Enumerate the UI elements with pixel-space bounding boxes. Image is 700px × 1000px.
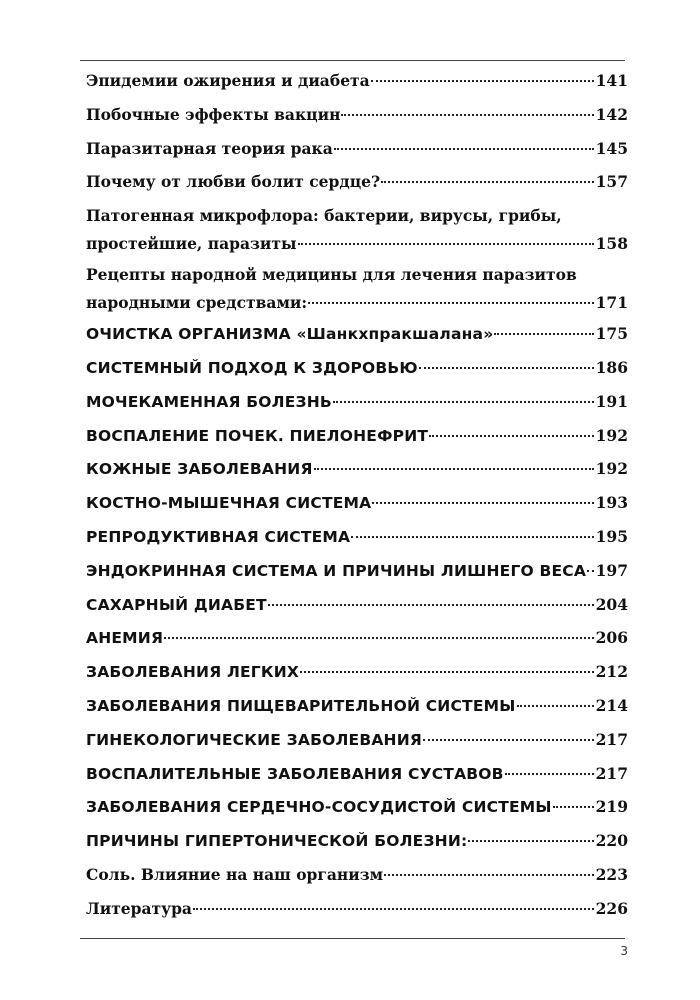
toc-entry-line [86,557,628,585]
toc-entry[interactable] [86,692,628,726]
toc-entry[interactable] [86,489,628,523]
page-number: 3 [620,944,628,958]
toc-entry-page: 158 [595,234,628,254]
toc-entry[interactable] [86,168,628,202]
toc-entry-title: Почему от любви болит сердце? [86,172,381,192]
toc-entry[interactable] [86,793,628,827]
toc-entry-title: Соль. Влияние на наш организм [86,864,384,884]
toc-entry-line [86,455,628,483]
toc-entry-line [86,354,628,382]
toc-entry-page: 145 [595,138,628,158]
toc-entry[interactable] [86,861,628,895]
toc-entry-page: 191 [595,391,628,411]
dot-leader [505,772,594,775]
dot-leader [164,636,594,639]
toc-entry-title: ОЧИСТКА ОРГАНИЗМА «Шанкхпракшалана» [86,325,494,344]
toc-entry-line [86,168,628,196]
dot-leader [384,873,594,876]
toc-entry[interactable] [86,320,628,354]
toc-entry-page: 214 [595,695,628,715]
toc-entry-line [86,895,628,923]
toc-entry[interactable] [86,135,628,169]
toc-entry[interactable] [86,557,628,591]
toc-entry[interactable] [86,422,628,456]
toc-entry-title: Паразитарная теория рака [86,138,333,158]
dot-leader [298,242,594,245]
toc-entry-title: ГИНЕКОЛОГИЧЕСКИЕ ЗАБОЛЕВАНИЯ [86,730,423,749]
toc-entry[interactable] [86,624,628,658]
toc-entry-line [86,760,628,788]
toc-entry-page: 186 [595,357,628,377]
toc-entry-page: 141 [595,71,628,90]
toc-entry[interactable] [86,827,628,861]
toc-entry[interactable] [86,388,628,422]
toc-entry-title: простейшие, паразиты [86,234,297,254]
toc-entry-title: КОСТНО-МЫШЕЧНАЯ СИСТЕМА [86,494,372,513]
dot-leader [419,366,594,369]
toc-entry-line [86,861,628,889]
dot-leader [341,113,593,116]
toc-entry-page: 192 [595,425,628,445]
toc-entry-title: Литература [86,898,192,918]
dot-leader [517,704,594,707]
bottom-rule [80,938,625,939]
toc-entry-title: ЭНДОКРИННАЯ СИСТЕМА И ПРИЧИНЫ ЛИШНЕГО ВЕСА [86,561,587,580]
toc-entry[interactable] [86,354,628,388]
toc-entry[interactable] [86,101,628,135]
toc-entry-line [86,591,628,619]
toc-entry-title: ЗАБОЛЕВАНИЯ ЛЕГКИХ [86,663,300,682]
dot-leader [300,670,594,673]
toc-entry-page: 171 [595,293,628,313]
toc-entry-title: САХАРНЫЙ ДИАБЕТ [86,595,267,614]
toc-entry-title: Побочные эффекты вакцин [86,104,341,124]
toc-entry[interactable] [86,760,628,794]
toc-entry-page: 206 [595,628,628,648]
dot-leader [314,467,594,470]
toc-entry[interactable] [86,523,628,557]
toc-entry-line [86,489,628,517]
toc-entry-title: РЕПРОДУКТИВНАЯ СИСТЕМА [86,527,351,546]
toc-entry-line [86,422,628,450]
toc-entry-line [86,202,628,230]
toc-entry-page: 204 [595,594,628,614]
toc-entry[interactable] [86,455,628,489]
toc-entry-page: 220 [595,831,628,851]
dot-leader [333,400,594,403]
toc-entry[interactable] [86,261,628,320]
toc-entry-line [86,320,628,348]
dot-leader [351,535,593,538]
toc-entry-line [86,827,628,855]
dot-leader [193,907,594,910]
dot-leader [371,79,594,82]
toc-entry[interactable] [86,591,628,625]
toc-entry[interactable] [86,726,628,760]
toc-entry-title: КОЖНЫЕ ЗАБОЛЕВАНИЯ [86,460,313,479]
toc-entry-page: 195 [595,526,628,546]
toc-entry-title: ЗАБОЛЕВАНИЯ ПИЩЕВАРИТЕЛЬНОЙ СИСТЕМЫ [86,696,516,715]
toc-entry-line [86,101,628,129]
toc-entry-line [86,692,628,720]
dot-leader [429,434,593,437]
dot-leader [423,738,594,741]
dot-leader [308,301,594,304]
toc-entry-line [86,658,628,686]
toc-entry-line [86,726,628,754]
toc-entry-page: 192 [595,459,628,479]
toc-entry-title: ВОСПАЛЕНИЕ ПОЧЕК. ПИЕЛОНЕФРИТ [86,426,429,445]
top-rule [80,60,625,61]
toc-entry-title: Рецепты народной медицины для лечения паразитов [86,265,577,285]
toc-entry-line [86,523,628,551]
toc-entry-line [86,67,628,95]
toc-entry-page: 226 [595,898,628,918]
dot-leader [372,501,593,504]
toc-entry-title: ПРИЧИНЫ ГИПЕРТОНИЧЕСКОЙ БОЛЕЗНИ: [86,832,468,851]
dot-leader [381,180,594,183]
toc-entry-page: 197 [595,560,628,580]
toc-entry-page: 142 [595,104,628,124]
toc-entry-title: АНЕМИЯ [86,629,164,648]
toc-entry-title: ЗАБОЛЕВАНИЯ СЕРДЕЧНО-СОСУДИСТОЙ СИСТЕМЫ [86,798,552,817]
toc-entry-line [86,793,628,821]
toc-entry-title: народными средствами: [86,293,308,313]
toc-entry-title: СИСТЕМНЫЙ ПОДХОД К ЗДОРОВЬЮ [86,358,418,377]
toc-entry-page: 157 [595,172,628,192]
toc-entry-page: 193 [595,493,628,513]
toc-entry-page: 212 [595,662,628,682]
toc-entry-page: 217 [595,729,628,749]
toc-entry-page: 223 [595,864,628,884]
toc-entry-page: 217 [595,763,628,783]
toc-entry-line [86,230,628,258]
toc-entry-title: МОЧЕКАМЕННАЯ БОЛЕЗНЬ [86,392,332,411]
dot-leader [334,147,594,150]
toc-entry-title: ВОСПАЛИТЕЛЬНЫЕ ЗАБОЛЕВАНИЯ СУСТАВОВ [86,764,504,783]
toc-entry-line [86,388,628,416]
toc-entry-page: 219 [595,797,628,817]
dot-leader [468,839,593,842]
toc-entry[interactable] [86,895,628,929]
toc-entry-line [86,289,628,317]
table-of-contents [86,67,628,929]
toc-entry[interactable] [86,202,628,261]
dot-leader [268,603,594,606]
toc-entry[interactable] [86,67,628,101]
toc-entry-page: 175 [595,324,628,344]
dot-leader [587,569,594,572]
toc-entry[interactable] [86,658,628,692]
toc-entry-title: Эпидемии ожирения и диабета [86,71,370,90]
toc-entry-line [86,135,628,163]
toc-entry-line [86,624,628,652]
toc-entry-line [86,261,628,289]
toc-entry-title: Патогенная микрофлора: бактерии, вирусы, грибы, [86,206,562,226]
dot-leader [553,805,594,808]
dot-leader [494,332,593,335]
